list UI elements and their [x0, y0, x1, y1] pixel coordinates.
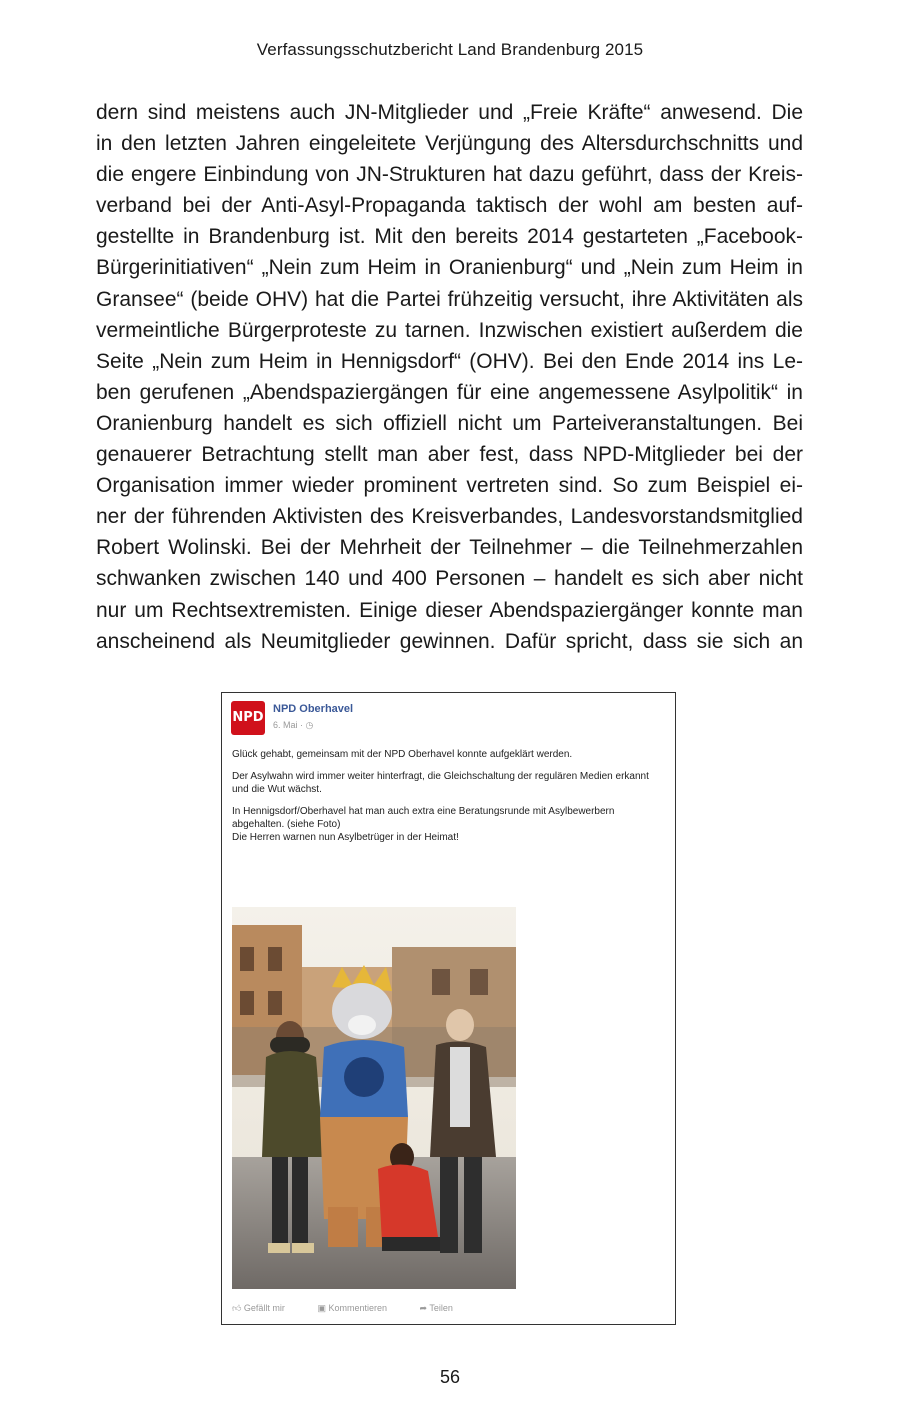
comment-icon: ▣: [317, 1303, 326, 1313]
facebook-post-screenshot: [221, 692, 676, 1325]
comment-button[interactable]: [317, 1303, 389, 1313]
page-name-link[interactable]: NPD Oberhavel: [273, 703, 354, 715]
group-photo-image: [232, 907, 516, 1289]
text-line: genauerer Betrachtung stellt man aber fest, dass NPD-Mitglieder bei der: [96, 443, 803, 467]
like-label: Gefällt mir: [243, 1303, 285, 1313]
post-timestamp: 6. Mai · ◷: [273, 720, 314, 730]
text-line: Seite „Nein zum Heim in Hennigsdorf“ (OHV). Bei den Ende 2014 ins Le-: [96, 349, 803, 373]
post-text: [232, 748, 662, 853]
running-header: Verfassungsschutzbericht Land Brandenburg 2015: [256, 40, 644, 59]
share-label: Teilen: [429, 1303, 453, 1313]
text-line: Robert Wolinski. Bei der Mehrheit der Teilnehmer – die Teilnehmerzahlen: [96, 536, 803, 560]
post-photo: [232, 907, 516, 1289]
page-number: 56: [439, 1367, 461, 1387]
text-line: dern sind meistens auch JN-Mitglieder und „Freie Kräfte“ anwesend. Die: [96, 101, 803, 124]
body-text: [96, 97, 803, 657]
comment-label: Kommentieren: [328, 1303, 388, 1313]
post-paragraph: In Hennigsdorf/Oberhavel hat man auch extra eine Beratungsrunde mit Asylbewerbern abgehalten. (siehe Foto) Die Herren warnen nun Asylbetrüger in der Heimat!: [232, 806, 615, 843]
text-line: Bürgerinitiativen“ „Nein zum Heim in Oranienburg“ und „Nein zum Heim in: [96, 256, 803, 280]
text-line: Oranienburg handelt es sich offiziell nicht um Parteiveranstaltungen. Bei: [96, 411, 803, 435]
like-button[interactable]: [232, 1303, 287, 1313]
post-paragraph: Der Asylwahn wird immer weiter hinterfragt, die Gleichschaltung der regulären Medien erkannt und die Wut wächst.: [232, 771, 649, 795]
text-line: in den letzten Jahren eingeleitete Verjüngung des Altersdurchschnitts und: [96, 132, 803, 156]
text-line: ben gerufenen „Abendspaziergängen für eine angemessene Asylpolitik“ in: [96, 380, 803, 404]
npd-logo: NPD: [231, 701, 265, 735]
text-line: die engere Einbindung von JN-Strukturen hat dazu geführt, dass der Kreis-: [96, 163, 803, 187]
share-arrow-icon: ➦: [419, 1303, 428, 1313]
text-line: verband bei der Anti-Asyl-Propaganda taktisch der wohl am besten auf-: [96, 194, 803, 218]
text-line: vermeintliche Bürgerproteste zu tarnen. Inzwischen existiert außerdem die: [96, 318, 803, 342]
thumbs-up-icon: 👍︎: [232, 1303, 242, 1313]
text-line: nur um Rechtsextremisten. Einige dieser Abendspaziergänger konnte man: [96, 598, 803, 622]
text-line: ner der führenden Aktivisten des Kreisverbandes, Landesvorstandsmitglied: [96, 505, 803, 529]
post-actions: [232, 1303, 662, 1314]
text-line: gestellte in Brandenburg ist. Mit den bereits 2014 gestarteten „Facebook-: [96, 225, 803, 249]
share-button[interactable]: [420, 1303, 453, 1313]
text-line: Gransee“ (beide OHV) hat die Partei frühzeitig versucht, ihre Aktivitäten als: [96, 287, 803, 311]
text-line: anscheinend als Neumitglieder gewinnen. Dafür spricht, dass sie sich an: [96, 629, 803, 653]
text-line: schwanken zwischen 140 und 400 Personen – handelt es sich aber nicht: [96, 567, 803, 591]
post-paragraph: Glück gehabt, gemeinsam mit der NPD Oberhavel konnte aufgeklärt werden.: [232, 749, 573, 760]
text-line: Organisation immer wieder prominent vertreten sind. So zum Beispiel ei-: [96, 474, 803, 498]
